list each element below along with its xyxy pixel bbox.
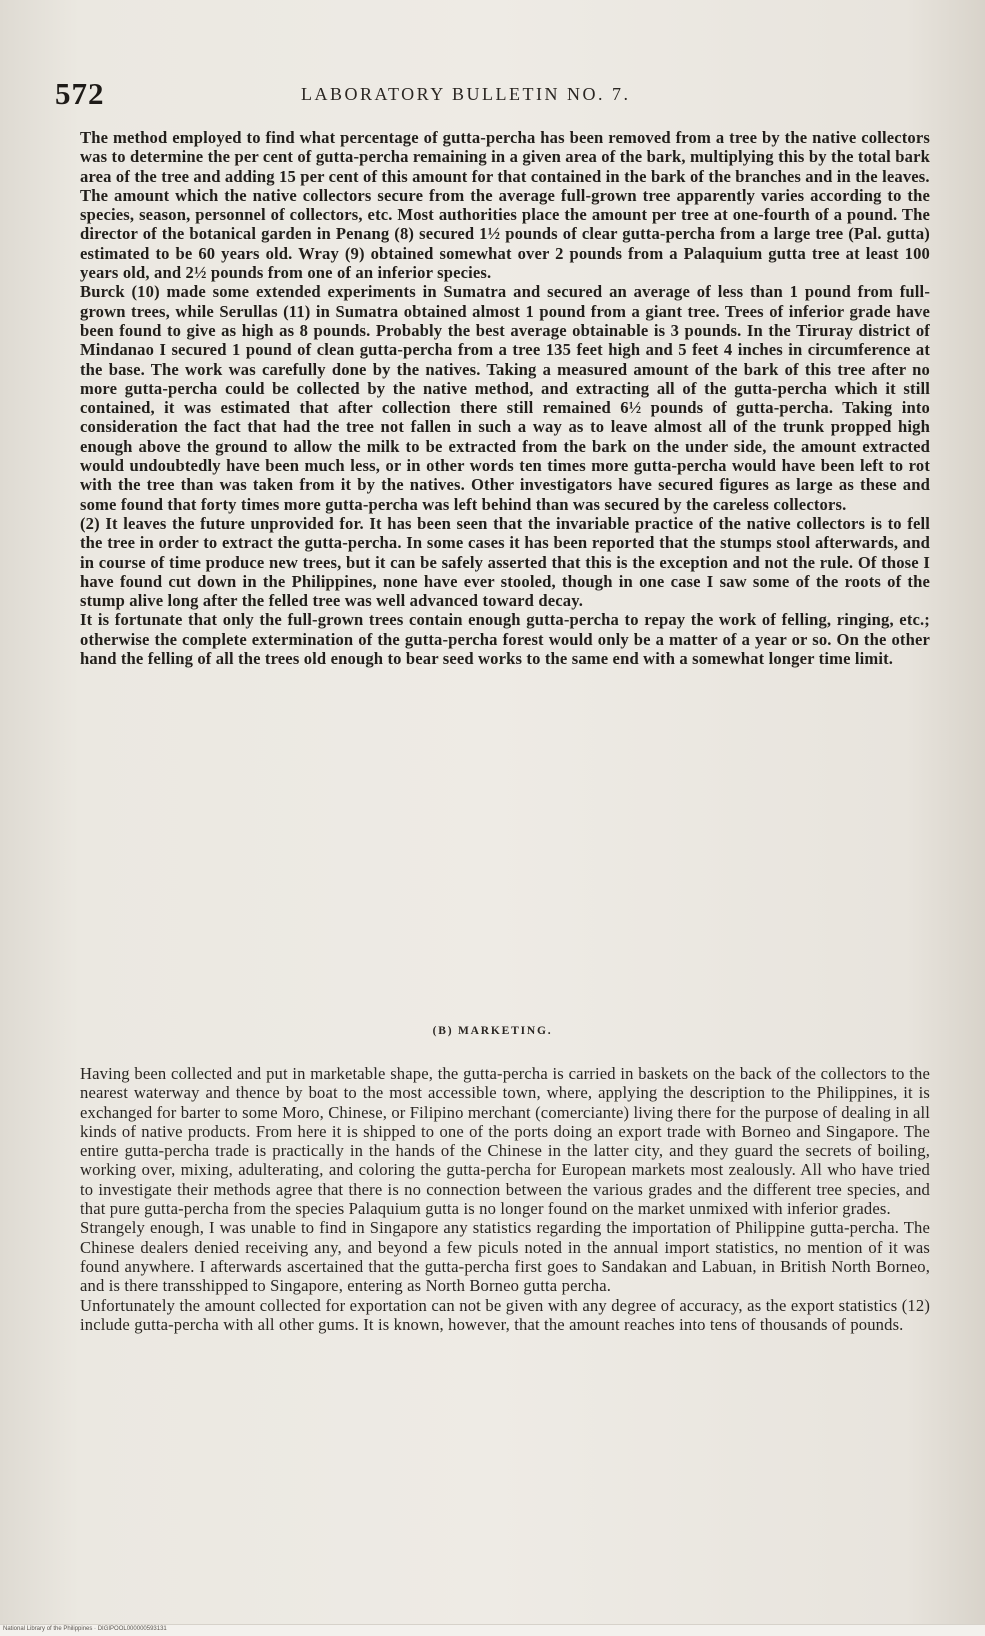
paragraph-method: The method employed to find what percentage of gutta-percha has been removed from a tree by the native collectors was to determine the per cent of gutta-percha remaining in a given area of the bark, multiplying this by the total bark area of the tree and adding 15 per cent of this amount for that contained in the bark of the branches and in the leaves. — [80, 128, 930, 186]
paragraph-future-unprovided: (2) It leaves the future unprovided for. It has been seen that the invariable practice of the native collectors is to fell the tree in order to extract the gutta-percha. In some cases it has been reported that the stumps stool afterwards, and in course of time produce new trees, but it can be safely asserted that this is the exception and not the rule. Of those I have found cut down in the Philippines, none have ever stooled, though in one case I saw some of the roots of the stump alive long after the felled tree was well advanced toward decay. — [80, 513, 930, 611]
paragraph-fortunate: It is fortunate that only the full-grown trees contain enough gutta-percha to repay the work of felling, ringing, etc.; otherwise the complete extermination of the gutta-percha forest would only be a matter of a year or so. On the other hand the felling of all the trees old enough to bear seed works to the same end with a somewhat longer time limit. — [80, 610, 930, 669]
page-header — [55, 76, 935, 120]
paragraph-marketing-statistics: Strangely enough, I was unable to find in Singapore any statistics regarding the importation of Philippine gutta-percha. The Chinese dealers denied receiving any, and beyond a few piculs noted in the annual import statistics, no mention of it was found anywhere. I afterwards ascertained that the gutta-percha first goes to Sandakan and Labuan, in British North Borneo, and is there transshipped to Singapore, entering as North Borneo gutta percha. — [80, 1218, 930, 1296]
paragraph-experiments: Burck (10) made some extended experiments in Sumatra and secured an average of less than 1 pound from full-grown trees, while Serullas (11) in Sumatra obtained almost 1 pound from a giant tree. Trees of inferior grade have been found to give as high as 8 pounds. Probably the best average obtainable is 3 pounds. In the Tiruray district of Mindanao I secured 1 pound of clean gutta-percha from a tree 135 feet high and 5 feet 4 inches in circumference at the base. The work was carefully done by the natives. Taking a measured amount of the bark of this tree after no more gutta-percha could be collected by the native method, and extracting all of the gutta-percha which it still contained, it was estimated that after collection there still remained 6½ pounds of gutta-percha. Taking into consideration the fact that had the tree not fallen in such a way as to leave almost all of the trunk propped high enough above the ground to allow the milk to be extracted from the bark on the under side, the amount extracted would undoubtedly have been much less, or in other words ten times more gutta-percha would have been left to rot with the tree than was taken from it by the natives. Other investigators have secured figures as large as these and some found that forty times more gutta-percha was left behind than was secured by the careless collectors. — [80, 282, 930, 514]
body-text-marketing — [80, 1064, 930, 1334]
footer-text: National Library of the Philippines · DIGIPOOL000000593131 — [3, 1626, 167, 1632]
paragraph-marketing-amount: Unfortunately the amount collected for exportation can not be given with any degree of accuracy, as the export statistics (12) include gutta-percha with all other gums. It is known, however, that the amount reaches into tens of thousands of pounds. — [80, 1295, 930, 1334]
paragraph-amount: The amount which the native collectors secure from the average full-grown tree apparently varies according to the species, season, personnel of collectors, etc. Most authorities place the amount per tree at one-fourth of a pound. The director of the botanical garden in Penang (8) secured 1½ pounds of clear gutta-percha from a large tree (Pal. gutta) estimated to be 60 years old. Wray (9) obtained somewhat over 2 pounds from a Palaquium gutta tree at least 100 years old, and 2½ pounds from one of an inferior species. — [80, 185, 930, 283]
paragraph-marketing-collected: Having been collected and put in marketable shape, the gutta-percha is carried in baskets on the back of the collectors to the nearest waterway and thence by boat to the most accessible town, where, applying the description to the Philippines, it is exchanged for barter to some Moro, Chinese, or Filipino merchant (comerciante) living there for the purpose of dealing in all kinds of native products. From here it is shipped to one of the ports doing an export trade with Borneo and Singapore. The entire gutta-percha trade is practically in the hands of the Chinese in the latter city, and they guard the secrets of boiling, working over, mixing, adulterating, and coloring the gutta-percha for European markets most zealously. All who have tried to investigate their methods agree that there is no connection between the various grades and the different tree species, and that pure gutta-percha from the species Palaquium gutta is no longer found on the market unmixed with inferior grades. — [80, 1064, 930, 1219]
running-head: LABORATORY BULLETIN NO. 7. — [301, 84, 631, 104]
body-text — [80, 128, 930, 668]
page-number: 572 — [55, 76, 105, 111]
section-heading-marketing: (B) MARKETING. — [432, 1025, 553, 1037]
